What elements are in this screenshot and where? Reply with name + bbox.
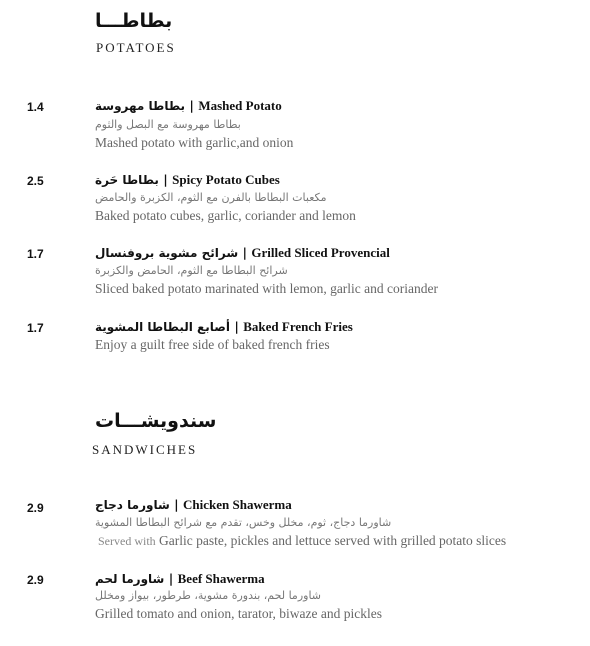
- item-name: [95, 172, 280, 188]
- name-separator: |: [229, 319, 244, 334]
- item-name-english: Spicy Potato Cubes: [172, 172, 280, 187]
- item-price: 1.7: [27, 321, 44, 335]
- section-title: POTATOES: [96, 40, 176, 55]
- name-separator: |: [158, 172, 173, 187]
- item-description-arabic: بطاطا مهروسة مع البصل والثوم: [95, 118, 241, 131]
- item-name-arabic: أصابع البطاطا المشوية: [95, 320, 230, 334]
- item-description: [98, 533, 506, 549]
- item-description-arabic: شرائح البطاطا مع الثوم، الحامض والكزبرة: [95, 264, 288, 277]
- item-name: [95, 319, 353, 335]
- item-name: [95, 571, 265, 587]
- item-name-arabic: بطاطا حَرة: [95, 173, 159, 187]
- item-price: 1.4: [27, 100, 44, 114]
- name-separator: |: [164, 571, 178, 586]
- item-price: 1.7: [27, 247, 44, 261]
- item-description-text: Garlic paste, pickles and lettuce served with grilled potato slices: [159, 533, 507, 548]
- item-description: Enjoy a guilt free side of baked french fries: [95, 337, 330, 352]
- item-price: 2.5: [27, 174, 44, 188]
- item-description: Mashed potato with garlic,and onion: [95, 135, 294, 150]
- item-name: [95, 98, 282, 114]
- item-name-english: Mashed Potato: [198, 98, 282, 113]
- item-name-arabic: شرائح مشوية بروفنسال: [95, 246, 239, 260]
- served-with-label: Served with: [98, 534, 156, 548]
- item-name: [95, 497, 292, 513]
- item-description-arabic: مكعبات البطاطا بالفرن مع الثوم، الكزبرة والحامض: [95, 191, 327, 204]
- item-description: Baked potato cubes, garlic, coriander and lemon: [95, 208, 356, 223]
- item-price: 2.9: [27, 573, 44, 587]
- item-description: Sliced baked potato marinated with lemon, garlic and coriander: [95, 281, 439, 296]
- item-name-english: Beef Shawerma: [177, 571, 265, 586]
- name-separator: |: [238, 245, 252, 260]
- section-title: SANDWICHES: [92, 442, 198, 457]
- item-name: [95, 245, 390, 261]
- item-name-arabic: شاورما دجاج: [95, 498, 170, 512]
- item-description-arabic: شاورما دجاج، ثوم، مخلل وخس، تقدم مع شرائح البطاطا المشوية: [95, 516, 392, 529]
- item-description-arabic: شاورما لحم، بندورة مشوية، طرطور، بيواز ومخلل: [95, 589, 322, 602]
- section-title-arabic: بطاطـــا: [95, 10, 173, 32]
- name-separator: |: [185, 98, 199, 113]
- item-name-english: Chicken Shawerma: [183, 497, 292, 512]
- item-price: 2.9: [27, 501, 44, 515]
- section-title-arabic: سندويشـــات: [95, 410, 217, 432]
- item-name-arabic: بطاطا مهروسة: [95, 99, 186, 113]
- item-description: Grilled tomato and onion, tarator, biwaze and pickles: [95, 606, 382, 621]
- name-separator: |: [169, 497, 184, 512]
- item-name-english: Baked French Fries: [243, 319, 353, 334]
- item-name-english: Grilled Sliced Provencial: [251, 245, 390, 260]
- item-name-arabic: شاورما لحم: [95, 572, 165, 586]
